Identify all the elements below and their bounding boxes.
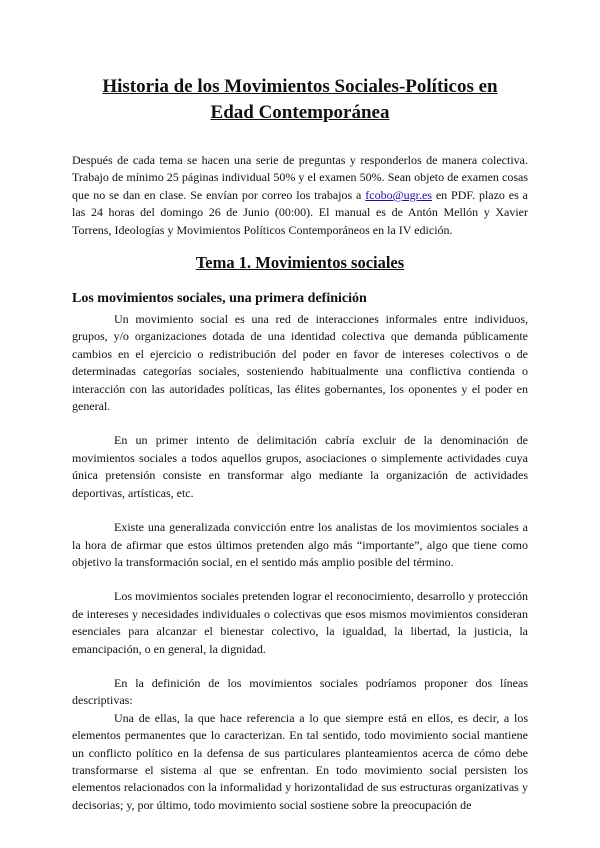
body-paragraph-5: En la definición de los movimientos sociales podríamos proponer dos líneas descriptivas: xyxy=(72,675,528,708)
document-title-line-1: Historia de los Movimientos Sociales-Políticos en xyxy=(102,76,498,97)
body-paragraph-3: Existe una generalizada convicción entre los analistas de los movimientos sociales a la hora de afirmar que estos últimos pretenden algo más “importante”, algo que tiene como objetivo la transformación social, en el sentido más amplio posible del término. xyxy=(72,520,528,569)
body-paragraph-4: Los movimientos sociales pretenden lograr el reconocimiento, desarrollo y protección de intereses y necesidades individuales o colectivas que esos mismos movimientos consideran esenciales para alcanzar el bienestar colectivo, la igualdad, la libertad, la justicia, la emancipación, o en general, la dignidad. xyxy=(72,589,528,656)
body-paragraph-1: Un movimiento social es una red de interacciones informales entre individuos, grupos, y/o organizaciones dotada de una identidad colectiva que demanda públicamente cambios en el ejercicio o redistribución del poder en favor de intereses colectivos o de determinadas categorías sociales, sosteniendo habitualmente una conflictiva contienda o interacción con las autoridades políticas, las élites gobernantes, los oponentes y el poder en general. xyxy=(72,312,528,414)
body-paragraph-2: En un primer intento de delimitación cabría excluir de la denominación de movimientos sociales a todos aquellos grupos, asociaciones o simplemente actividades cuya única pretensión consiste en transformar algo mediante la organización de actividades deportivas, artísticas, etc. xyxy=(72,433,528,500)
chapter-heading: Tema 1. Movimientos sociales xyxy=(195,253,405,273)
email-link[interactable]: fcobo@ugr.es xyxy=(365,187,432,202)
document-title-line-2: Edad Contemporánea xyxy=(210,102,390,123)
intro-paragraph xyxy=(72,152,528,239)
document-title xyxy=(72,74,528,126)
intro-text-before-link: Después de cada tema se hacen una serie de preguntas y responderlos de manera colectiva. Trabajo de mínimo 25 páginas individual 50% y el examen 50%. Sean objeto de examen cosas que no se dan en clase. Se envían por correo los trabajos a xyxy=(72,153,528,202)
section-heading: Los movimientos sociales, una primera definición xyxy=(72,291,367,307)
intro-text-after-link: en PDF. plazo es a las 24 horas del domingo 26 de Junio (00:00). El manual es de Antón Mellón y Xavier Torrens, Ideologías y Movimientos Políticos Contemporáneos en la IV edición. xyxy=(72,187,529,237)
body-paragraph-6: Una de ellas, la que hace referencia a lo que siempre está en ellos, es decir, a los elementos permanentes que lo caracterizan. En tal sentido, todo movimiento social mantiene un conflicto político en la defensa de sus particulares planteamientos acerca de cómo debe transformarse el sistema al que se enfrentan. En todo movimiento social persisten los elementos relacionados con la informalidad y horizontalidad de sus estructuras organizativas y decisorias; y, por último, todo movimiento social sostiene sobre la preocupación de xyxy=(72,710,528,812)
